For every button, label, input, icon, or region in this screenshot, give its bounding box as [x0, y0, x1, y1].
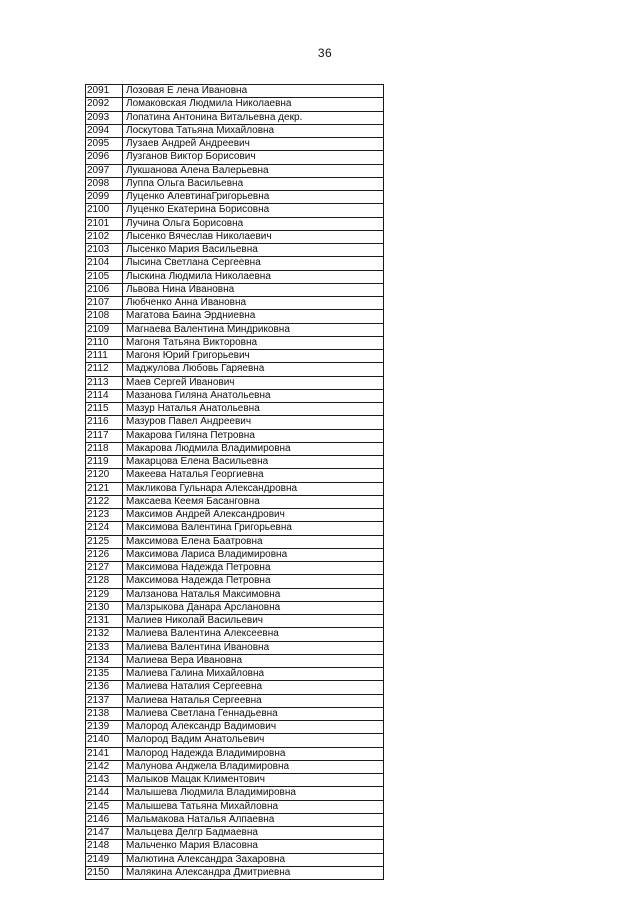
- person-name-cell: Максимова Надежда Петровна: [123, 575, 384, 588]
- row-number-cell: 2096: [86, 151, 123, 164]
- row-number-cell: 2114: [86, 389, 123, 402]
- row-number-cell: 2146: [86, 813, 123, 826]
- person-name-cell: Лоскутова Татьяна Михайловна: [123, 124, 384, 137]
- table-row: [86, 522, 384, 535]
- table-row: [86, 270, 384, 283]
- person-name-cell: Львова Нина Ивановна: [123, 283, 384, 296]
- row-number-cell: 2143: [86, 774, 123, 787]
- person-name-cell: Малиева Валентина Алексеевна: [123, 628, 384, 641]
- person-name-cell: Макарцова Елена Васильевна: [123, 456, 384, 469]
- table-row: [86, 575, 384, 588]
- table-row: [86, 389, 384, 402]
- table-row: [86, 813, 384, 826]
- table-row: [86, 442, 384, 455]
- row-number-cell: 2132: [86, 628, 123, 641]
- person-name-cell: Луппа Ольга Васильевна: [123, 177, 384, 190]
- table-row: [86, 138, 384, 151]
- table-row: [86, 403, 384, 416]
- person-name-cell: Магоня Татьяна Викторовна: [123, 336, 384, 349]
- table-row: [86, 191, 384, 204]
- table-row: [86, 588, 384, 601]
- person-name-cell: Лопатина Антонина Витальевна декр.: [123, 111, 384, 124]
- person-name-cell: Мазуров Павел Андреевич: [123, 416, 384, 429]
- person-name-cell: Мазанова Гиляна Анатольевна: [123, 389, 384, 402]
- table-row: [86, 641, 384, 654]
- person-name-cell: Малиева Валентина Ивановна: [123, 641, 384, 654]
- table-row: [86, 668, 384, 681]
- table-row: [86, 601, 384, 614]
- person-name-cell: Мальцева Делгр Бадмаевна: [123, 827, 384, 840]
- table-row: [86, 509, 384, 522]
- person-name-cell: Лысина Светлана Сергеевна: [123, 257, 384, 270]
- row-number-cell: 2147: [86, 827, 123, 840]
- table-row: [86, 495, 384, 508]
- person-name-cell: Малород Надежда Владимировна: [123, 747, 384, 760]
- table-row: [86, 628, 384, 641]
- person-name-cell: Лыскина Людмила Николаевна: [123, 270, 384, 283]
- table-row: [86, 562, 384, 575]
- person-name-cell: Магатова Баина Эрдниевна: [123, 310, 384, 323]
- table-row: [86, 204, 384, 217]
- table-row: [86, 350, 384, 363]
- person-name-cell: Малород Вадим Анатольевич: [123, 734, 384, 747]
- person-name-cell: Малиева Наталья Сергеевна: [123, 694, 384, 707]
- person-name-cell: Луценко АлевтинаГригорьевна: [123, 191, 384, 204]
- row-number-cell: 2100: [86, 204, 123, 217]
- row-number-cell: 2119: [86, 456, 123, 469]
- row-number-cell: 2097: [86, 164, 123, 177]
- person-name-cell: Ломаковская Людмила Николаевна: [123, 98, 384, 111]
- person-name-cell: Лысенко Вячеслав Николаевич: [123, 230, 384, 243]
- row-number-cell: 2117: [86, 429, 123, 442]
- person-name-cell: Макарова Гиляна Петровна: [123, 429, 384, 442]
- row-number-cell: 2116: [86, 416, 123, 429]
- person-name-cell: Макарова Людмила Владимировна: [123, 442, 384, 455]
- row-number-cell: 2108: [86, 310, 123, 323]
- table-row: [86, 244, 384, 257]
- table-row: [86, 707, 384, 720]
- person-name-cell: Лысенко Мария Васильевна: [123, 244, 384, 257]
- row-number-cell: 2102: [86, 230, 123, 243]
- row-number-cell: 2109: [86, 323, 123, 336]
- person-name-cell: Любченко Анна Ивановна: [123, 297, 384, 310]
- person-name-cell: Малиева Вера Ивановна: [123, 654, 384, 667]
- person-name-cell: Макеева Наталья Георгиевна: [123, 469, 384, 482]
- person-name-cell: Маджулова Любовь Гаряевна: [123, 363, 384, 376]
- row-number-cell: 2139: [86, 721, 123, 734]
- row-number-cell: 2091: [86, 85, 123, 98]
- person-name-cell: Максимова Надежда Петровна: [123, 562, 384, 575]
- table-row: [86, 164, 384, 177]
- names-table: [85, 84, 384, 880]
- row-number-cell: 2110: [86, 336, 123, 349]
- table-row: [86, 257, 384, 270]
- person-name-cell: Малиева Наталия Сергеевна: [123, 681, 384, 694]
- person-name-cell: Малышева Людмила Владимировна: [123, 787, 384, 800]
- table-row: [86, 310, 384, 323]
- row-number-cell: 2130: [86, 601, 123, 614]
- row-number-cell: 2136: [86, 681, 123, 694]
- page-number: 36: [317, 46, 333, 60]
- row-number-cell: 2115: [86, 403, 123, 416]
- row-number-cell: 2101: [86, 217, 123, 230]
- table-row: [86, 615, 384, 628]
- person-name-cell: Малиева Светлана Геннадьевна: [123, 707, 384, 720]
- table-row: [86, 151, 384, 164]
- table-row: [86, 760, 384, 773]
- row-number-cell: 2138: [86, 707, 123, 720]
- person-name-cell: Малзрыкова Данара Арслановна: [123, 601, 384, 614]
- table-row: [86, 416, 384, 429]
- table-row: [86, 853, 384, 866]
- person-name-cell: Малород Александр Вадимович: [123, 721, 384, 734]
- person-name-cell: Мазур Наталья Анатольевна: [123, 403, 384, 416]
- row-number-cell: 2137: [86, 694, 123, 707]
- table-row: [86, 866, 384, 879]
- row-number-cell: 2134: [86, 654, 123, 667]
- row-number-cell: 2123: [86, 509, 123, 522]
- person-name-cell: Мальченко Мария Власовна: [123, 840, 384, 853]
- row-number-cell: 2099: [86, 191, 123, 204]
- row-number-cell: 2127: [86, 562, 123, 575]
- person-name-cell: Максаева Кеемя Басанговна: [123, 495, 384, 508]
- person-name-cell: Малиева Галина Михайловна: [123, 668, 384, 681]
- table-row: [86, 734, 384, 747]
- person-name-cell: Лукшанова Алена Валерьевна: [123, 164, 384, 177]
- row-number-cell: 2141: [86, 747, 123, 760]
- row-number-cell: 2145: [86, 800, 123, 813]
- row-number-cell: 2093: [86, 111, 123, 124]
- row-number-cell: 2122: [86, 495, 123, 508]
- row-number-cell: 2105: [86, 270, 123, 283]
- person-name-cell: Малиев Николай Васильевич: [123, 615, 384, 628]
- person-name-cell: Магоня Юрий Григорьевич: [123, 350, 384, 363]
- row-number-cell: 2148: [86, 840, 123, 853]
- table-row: [86, 283, 384, 296]
- row-number-cell: 2121: [86, 482, 123, 495]
- table-row: [86, 694, 384, 707]
- row-number-cell: 2149: [86, 853, 123, 866]
- row-number-cell: 2092: [86, 98, 123, 111]
- table-row: [86, 177, 384, 190]
- table-row: [86, 535, 384, 548]
- row-number-cell: 2095: [86, 138, 123, 151]
- table-row: [86, 469, 384, 482]
- person-name-cell: Лузаев Андрей Андреевич: [123, 138, 384, 151]
- table-row: [86, 336, 384, 349]
- person-name-cell: Малзанова Наталья Максимовна: [123, 588, 384, 601]
- person-name-cell: Максимова Лариса Владимировна: [123, 548, 384, 561]
- person-name-cell: Луценко Екатерина Борисовна: [123, 204, 384, 217]
- table-row: [86, 787, 384, 800]
- row-number-cell: 2142: [86, 760, 123, 773]
- person-name-cell: Малютина Александра Захаровна: [123, 853, 384, 866]
- row-number-cell: 2129: [86, 588, 123, 601]
- row-number-cell: 2150: [86, 866, 123, 879]
- table-row: [86, 98, 384, 111]
- row-number-cell: 2111: [86, 350, 123, 363]
- row-number-cell: 2128: [86, 575, 123, 588]
- table-row: [86, 681, 384, 694]
- table-row: [86, 721, 384, 734]
- person-name-cell: Максимова Валентина Григорьевна: [123, 522, 384, 535]
- table-row: [86, 363, 384, 376]
- row-number-cell: 2094: [86, 124, 123, 137]
- row-number-cell: 2144: [86, 787, 123, 800]
- person-name-cell: Макликова Гульнара Александровна: [123, 482, 384, 495]
- row-number-cell: 2133: [86, 641, 123, 654]
- person-name-cell: Максимов Андрей Александрович: [123, 509, 384, 522]
- row-number-cell: 2113: [86, 376, 123, 389]
- row-number-cell: 2126: [86, 548, 123, 561]
- row-number-cell: 2140: [86, 734, 123, 747]
- row-number-cell: 2131: [86, 615, 123, 628]
- table-row: [86, 456, 384, 469]
- person-name-cell: Маев Сергей Иванович: [123, 376, 384, 389]
- person-name-cell: Максимова Елена Баатровна: [123, 535, 384, 548]
- table-row: [86, 124, 384, 137]
- person-name-cell: Магнаева Валентина Миндриковна: [123, 323, 384, 336]
- table-row: [86, 323, 384, 336]
- table-row: [86, 548, 384, 561]
- person-name-cell: Малунова Анджела Владимировна: [123, 760, 384, 773]
- table-row: [86, 774, 384, 787]
- row-number-cell: 2120: [86, 469, 123, 482]
- row-number-cell: 2106: [86, 283, 123, 296]
- table-row: [86, 111, 384, 124]
- table-row: [86, 217, 384, 230]
- row-number-cell: 2103: [86, 244, 123, 257]
- table-row: [86, 827, 384, 840]
- person-name-cell: Мальмакова Наталья Алпаевна: [123, 813, 384, 826]
- row-number-cell: 2124: [86, 522, 123, 535]
- row-number-cell: 2112: [86, 363, 123, 376]
- row-number-cell: 2107: [86, 297, 123, 310]
- table-row: [86, 482, 384, 495]
- names-table-body: [86, 85, 384, 880]
- table-row: [86, 840, 384, 853]
- person-name-cell: Малякина Александра Дмитриевна: [123, 866, 384, 879]
- table-row: [86, 654, 384, 667]
- table-row: [86, 297, 384, 310]
- table-row: [86, 747, 384, 760]
- person-name-cell: Лозовая Е лена Ивановна: [123, 85, 384, 98]
- person-name-cell: Малыков Мацак Климентович: [123, 774, 384, 787]
- row-number-cell: 2135: [86, 668, 123, 681]
- row-number-cell: 2125: [86, 535, 123, 548]
- person-name-cell: Лузганов Виктор Борисович: [123, 151, 384, 164]
- table-row: [86, 800, 384, 813]
- row-number-cell: 2118: [86, 442, 123, 455]
- row-number-cell: 2104: [86, 257, 123, 270]
- table-row: [86, 85, 384, 98]
- table-row: [86, 230, 384, 243]
- person-name-cell: Лучина Ольга Борисовна: [123, 217, 384, 230]
- row-number-cell: 2098: [86, 177, 123, 190]
- table-row: [86, 376, 384, 389]
- person-name-cell: Малышева Татьяна Михайловна: [123, 800, 384, 813]
- table-row: [86, 429, 384, 442]
